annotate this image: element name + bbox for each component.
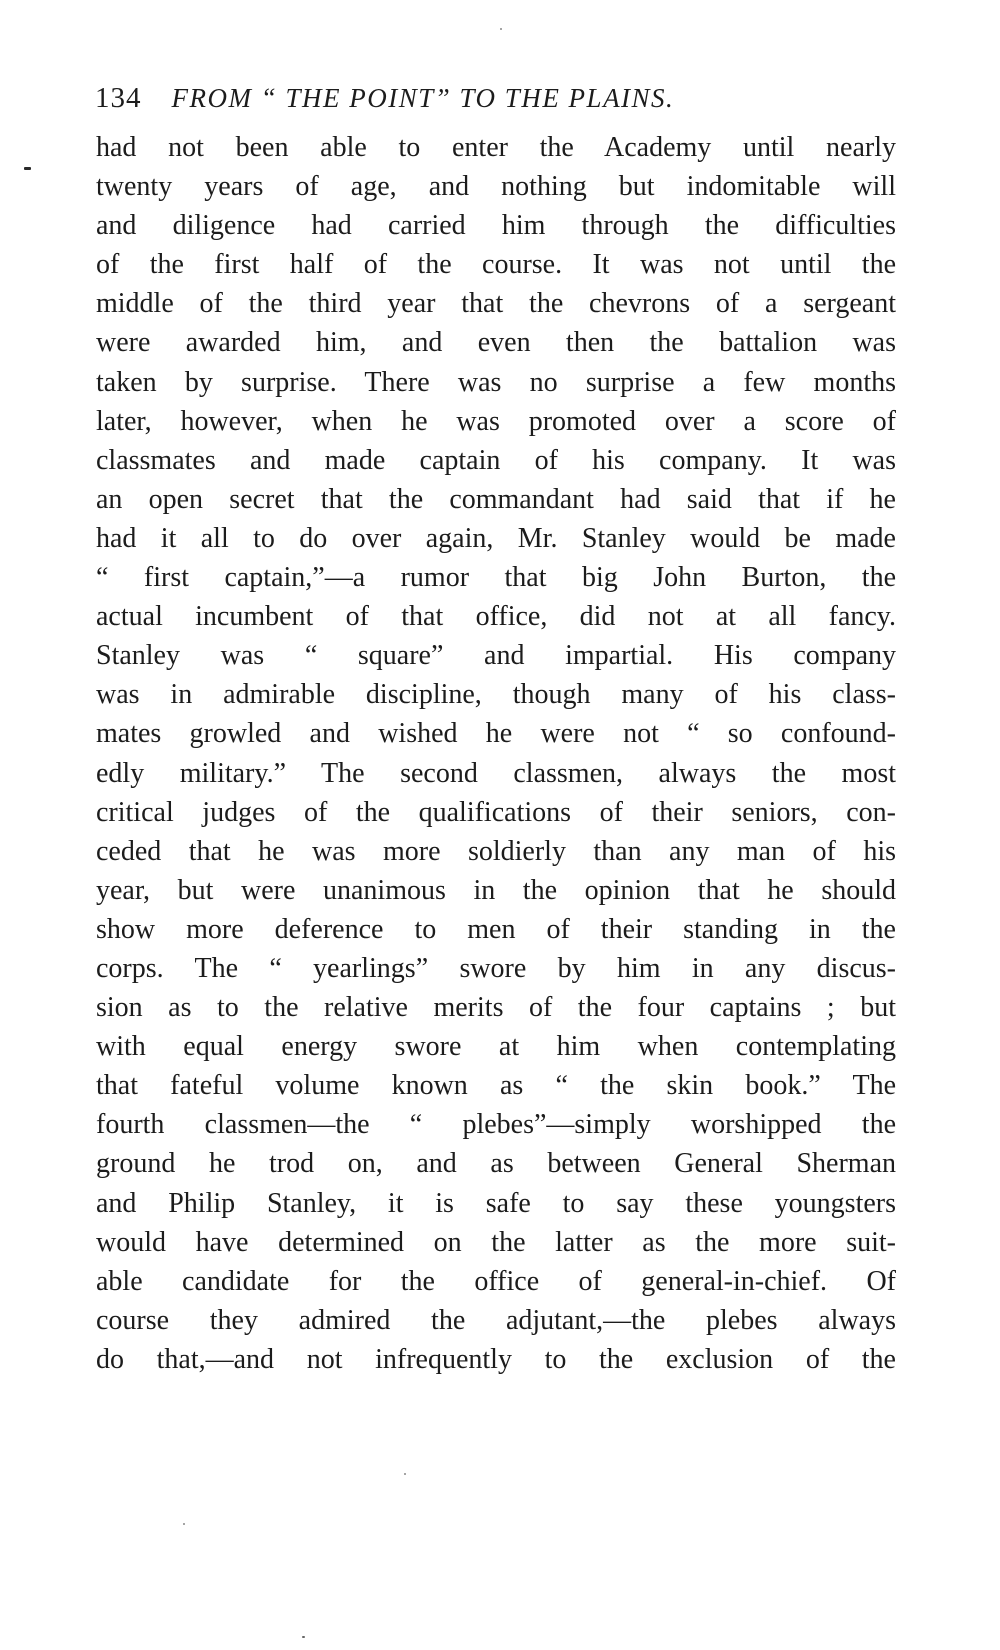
text-line: year, but were unanimous in the opinion that he should: [96, 874, 896, 906]
text-line: were awarded him, and even then the battalion was: [96, 327, 896, 359]
text-line: fourth classmen—the “ plebes”—simply worshipped the: [96, 1109, 896, 1141]
text-line: and diligence had carried him through the difficulties: [96, 210, 896, 242]
text-line: later, however, when he was promoted over a score of: [96, 405, 896, 437]
text-line: that fateful volume known as “ the skin book.” The: [96, 1070, 896, 1102]
body-text: [96, 128, 896, 1379]
text-line: had not been able to enter the Academy until nearly: [96, 132, 896, 163]
print-speck: [302, 1636, 305, 1638]
text-line: taken by surprise. There was no surprise a few months: [96, 366, 896, 398]
print-speck: [404, 1473, 406, 1475]
text-line: ground he trod on, and as between General Sherman: [96, 1148, 896, 1180]
text-line: with equal energy swore at him when contemplating: [96, 1031, 896, 1063]
running-title: FROM “ THE POINT” TO THE PLAINS.: [171, 83, 675, 113]
text-line: had it all to do over again, Mr. Stanley would be made: [96, 522, 896, 554]
text-line: mates growled and wished he were not “ so confound-: [96, 718, 896, 750]
text-line: twenty years of age, and nothing but indomitable will: [96, 171, 896, 203]
text-line: ceded that he was more soldierly than any man of his: [96, 835, 896, 867]
margin-speck: [24, 167, 31, 170]
text-line: an open secret that the commandant had said that if he: [96, 483, 896, 515]
running-head: [95, 78, 895, 118]
text-line: course they admired the adjutant,—the plebes always: [96, 1304, 896, 1336]
text-line: corps. The “ yearlings” swore by him in any discus-: [96, 952, 896, 984]
text-line: edly military.” The second classmen, always the most: [96, 757, 896, 789]
text-line: and Philip Stanley, it is safe to say these youngsters: [96, 1187, 896, 1219]
text-line: do that,—and not infrequently to the exclusion of the: [96, 1343, 896, 1375]
print-speck: [183, 1523, 185, 1525]
text-line: Stanley was “ square” and impartial. His company: [96, 640, 896, 672]
text-line: classmates and made captain of his company. It was: [96, 444, 896, 476]
page-number: 134: [95, 82, 142, 114]
text-line: actual incumbent of that office, did not at all fancy.: [96, 601, 896, 633]
text-line: show more deference to men of their standing in the: [96, 913, 896, 945]
text-line: sion as to the relative merits of the four captains ; but: [96, 992, 896, 1024]
text-line: was in admirable discipline, though many of his class-: [96, 679, 896, 711]
text-line: of the first half of the course. It was not until the: [96, 249, 896, 281]
print-speck: [500, 28, 502, 30]
text-line: middle of the third year that the chevrons of a sergeant: [96, 288, 896, 320]
text-line: critical judges of the qualifications of their seniors, con-: [96, 796, 896, 828]
text-line: able candidate for the office of general-in-chief. Of: [96, 1265, 896, 1297]
text-line: “ first captain,”—a rumor that big John Burton, the: [96, 562, 896, 594]
text-line: would have determined on the latter as the more suit-: [96, 1226, 896, 1258]
